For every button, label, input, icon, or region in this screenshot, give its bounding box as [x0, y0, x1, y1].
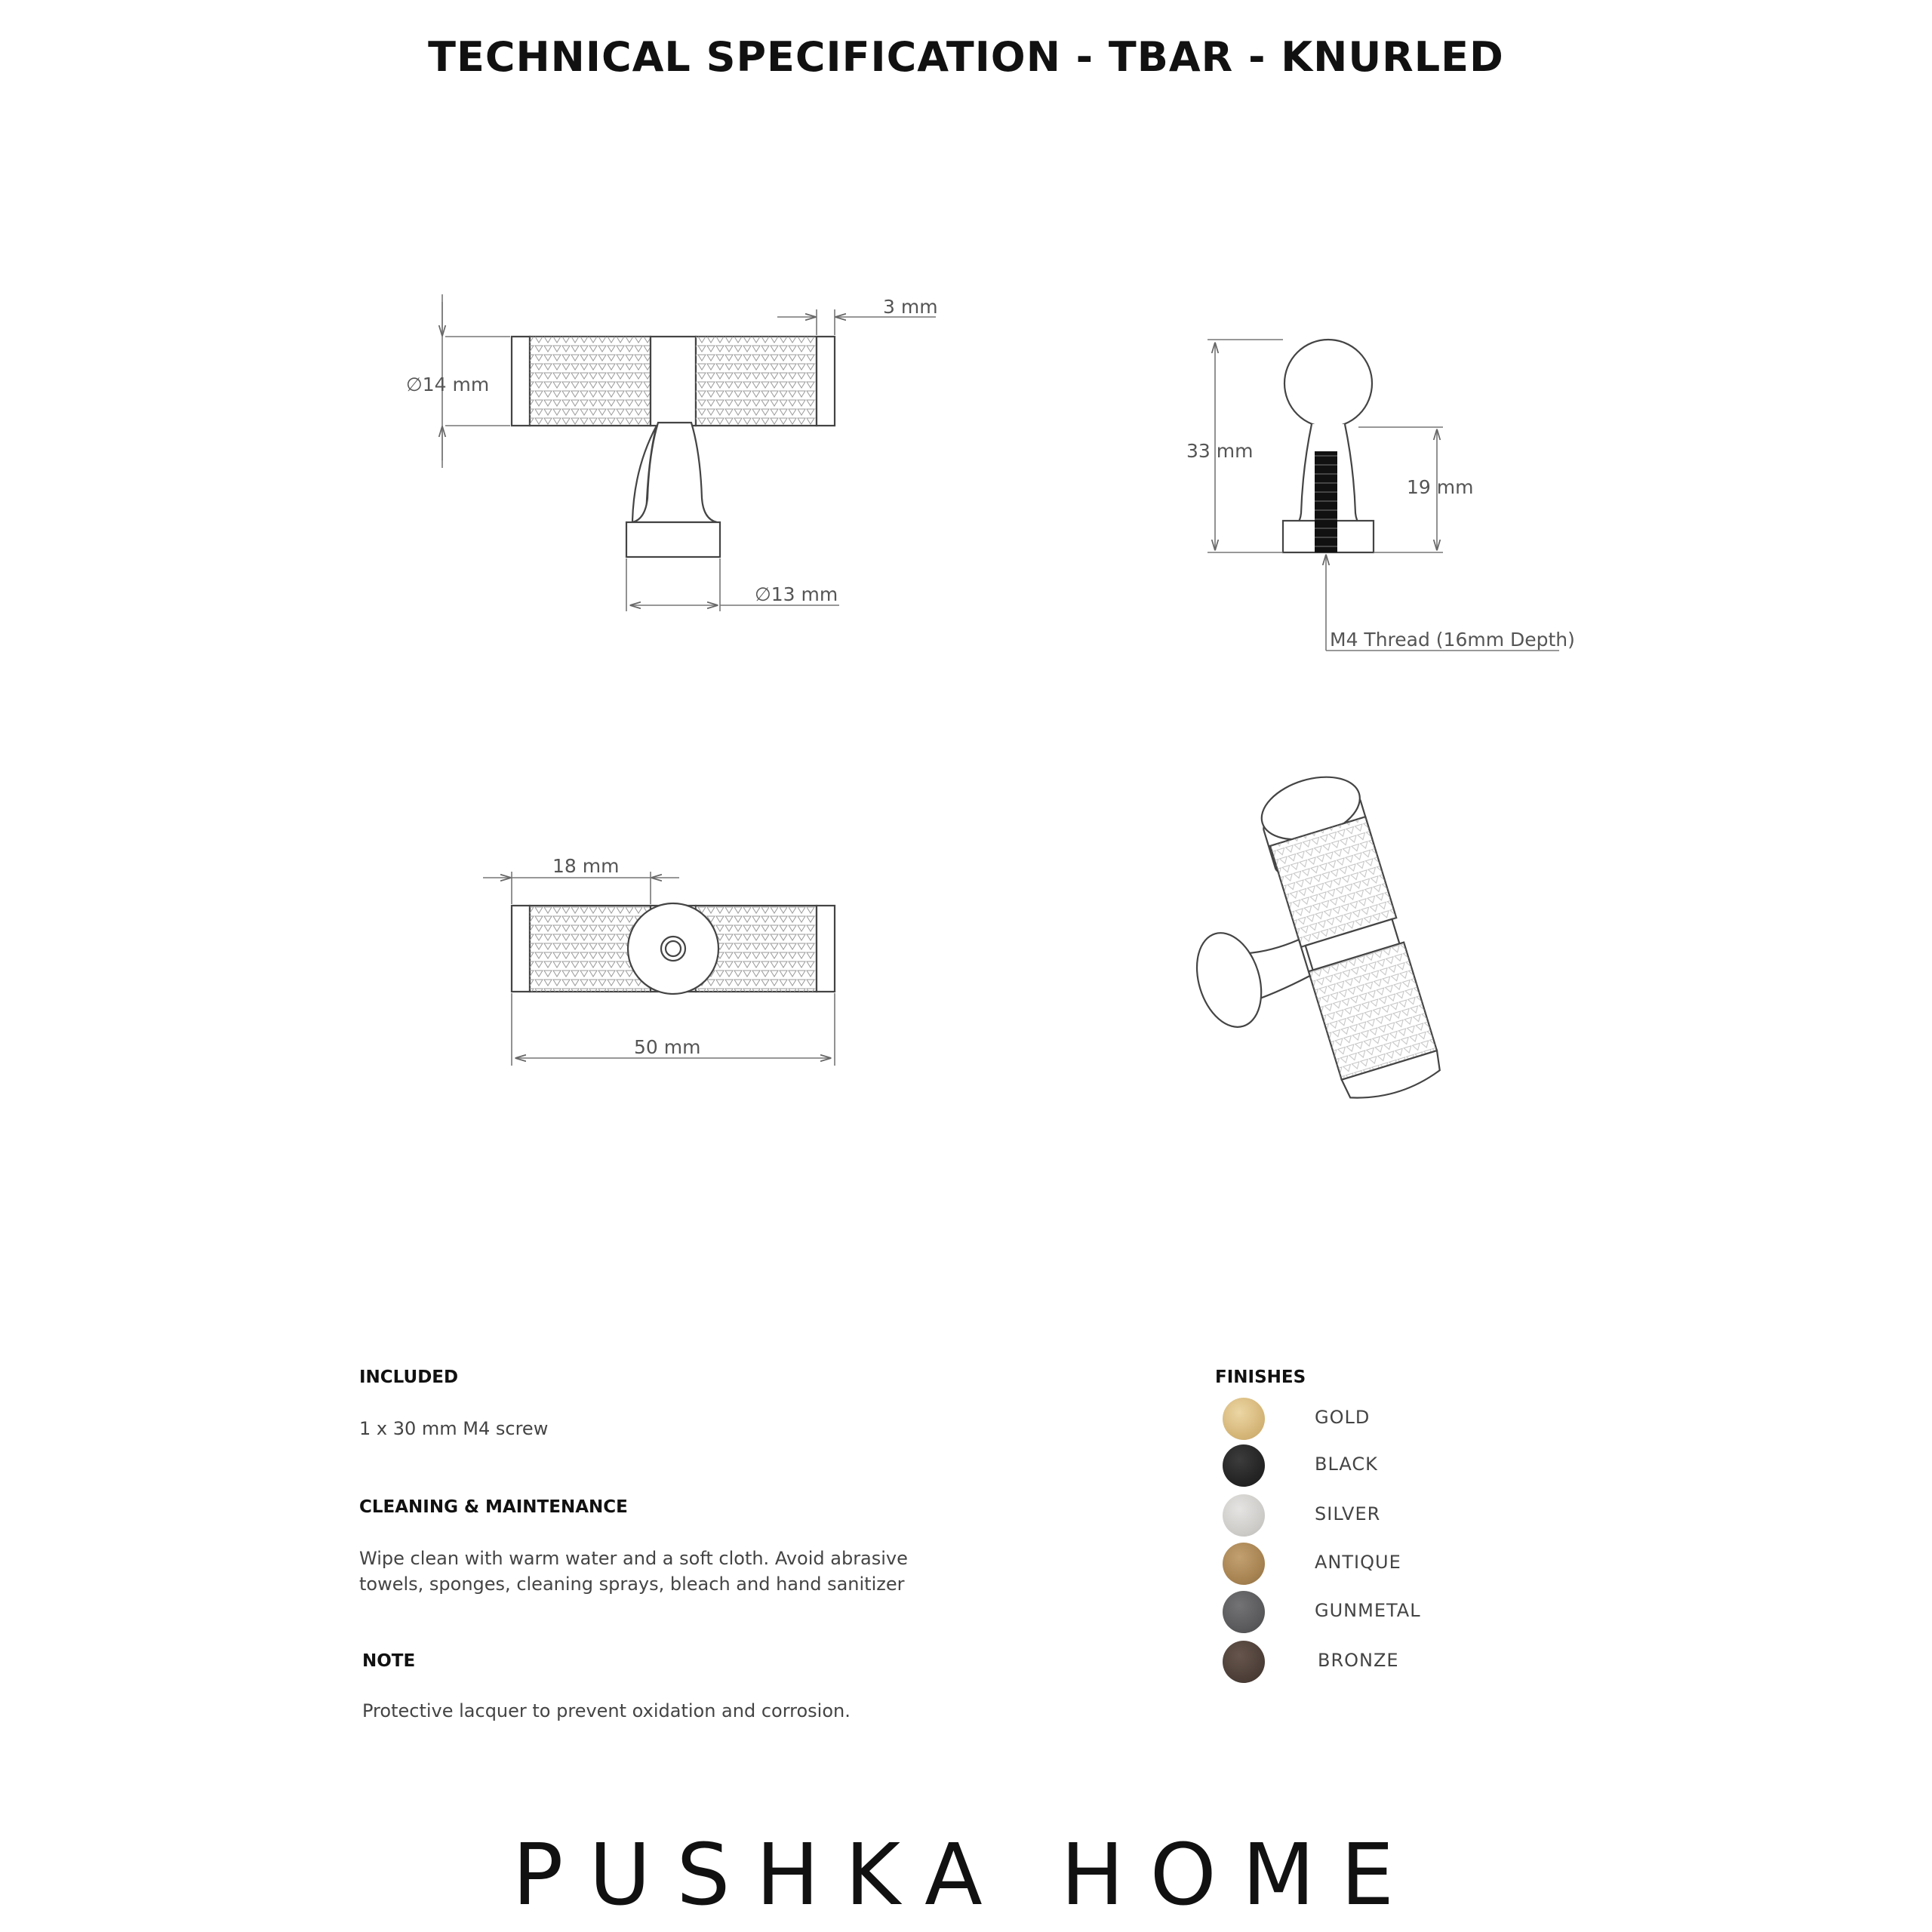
- bronze-swatch: [1223, 1641, 1265, 1683]
- perspective-view: [1151, 766, 1446, 1138]
- silver-swatch: [1223, 1494, 1265, 1537]
- front-gap-label: 3 mm: [883, 296, 938, 318]
- note-text: Protective lacquer to prevent oxidation and corrosion.: [362, 1700, 851, 1721]
- page-title: TECHNICAL SPECIFICATION - TBAR - KNURLED: [428, 33, 1504, 81]
- front-view: [442, 294, 936, 611]
- included-heading: INCLUDED: [359, 1367, 459, 1387]
- side-height-label: 33 mm: [1186, 440, 1254, 462]
- side-view: [1208, 340, 1559, 651]
- brand-logo: PUSHKA HOME: [512, 1826, 1420, 1924]
- thread-label: M4 Thread (16mm Depth): [1330, 629, 1575, 651]
- included-text: 1 x 30 mm M4 screw: [359, 1418, 549, 1439]
- front-diameter-label: ∅14 mm: [406, 374, 490, 395]
- top-length-label: 50 mm: [634, 1036, 701, 1058]
- black-swatch: [1223, 1444, 1265, 1487]
- gold-swatch: [1223, 1398, 1265, 1440]
- antique-swatch: [1223, 1543, 1265, 1585]
- finishes-heading: FINISHES: [1215, 1367, 1306, 1387]
- base-diameter-label: ∅13 mm: [755, 583, 838, 605]
- top-segment-label: 18 mm: [552, 855, 620, 877]
- cleaning-text-line1: Wipe clean with warm water and a soft cloth. Avoid abrasive: [359, 1548, 908, 1569]
- cleaning-text-line2: towels, sponges, cleaning sprays, bleach and hand sanitizer: [359, 1574, 905, 1595]
- note-heading: NOTE: [362, 1651, 416, 1671]
- cleaning-heading: CLEANING & MAINTENANCE: [359, 1497, 628, 1517]
- side-stem-label: 19 mm: [1407, 476, 1474, 498]
- gunmetal-swatch: [1223, 1591, 1265, 1633]
